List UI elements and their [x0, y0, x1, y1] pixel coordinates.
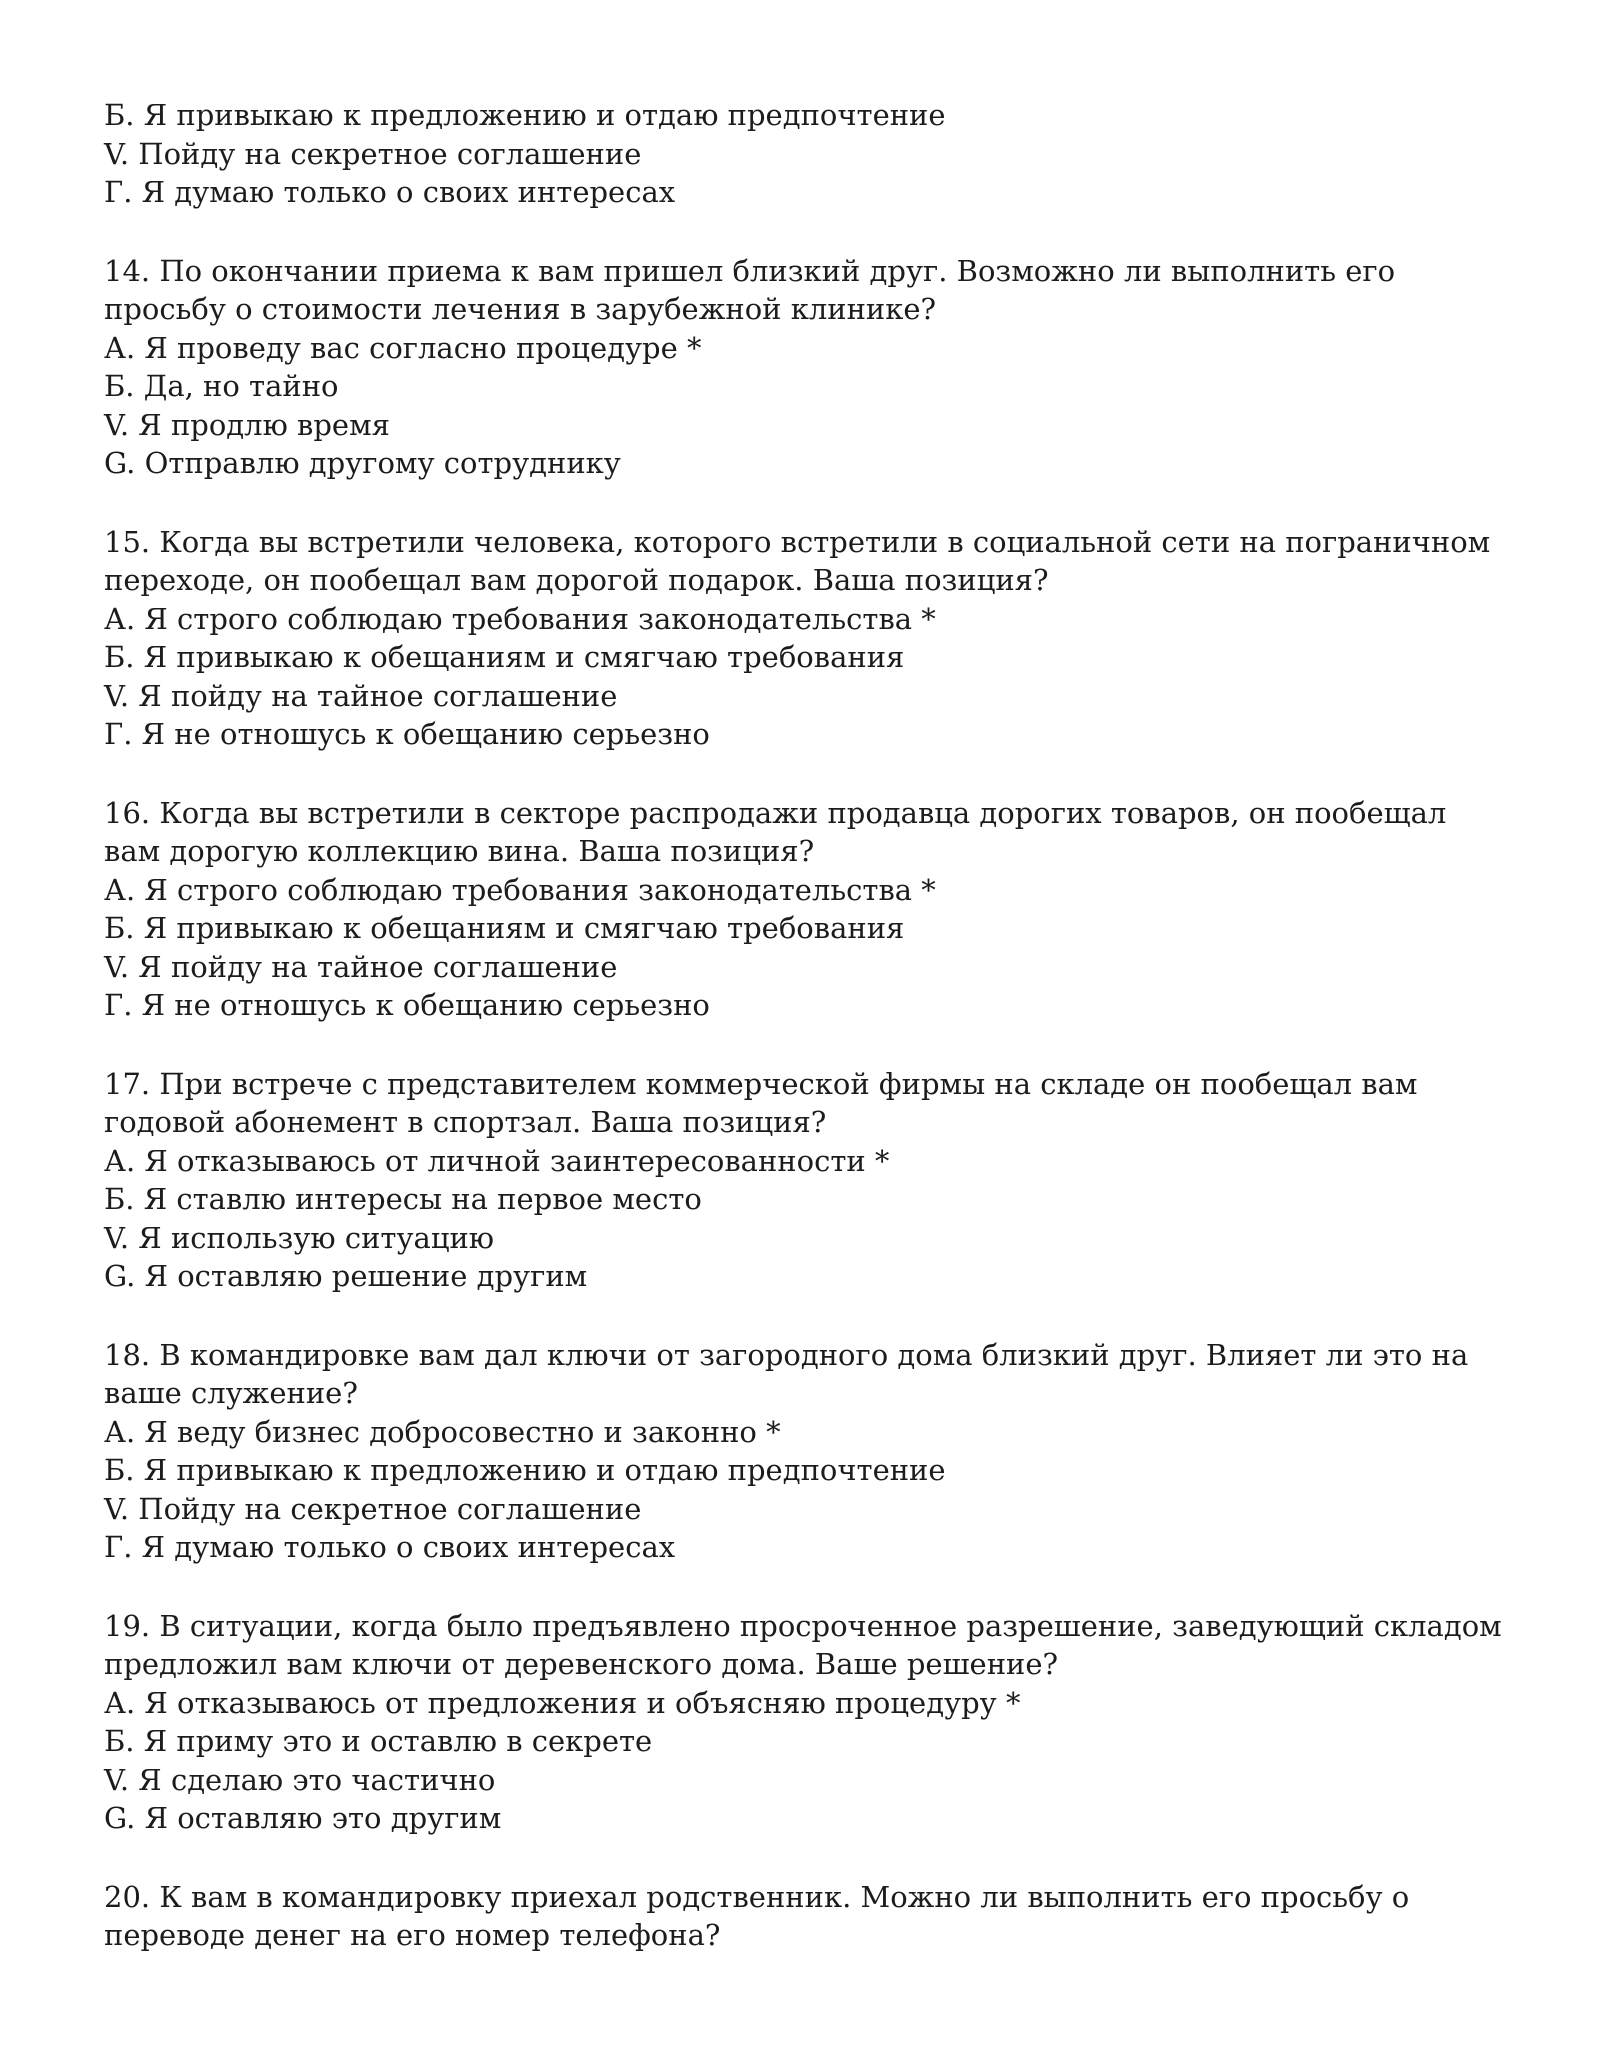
answer-option: V. Я пойду на тайное соглашение: [104, 678, 618, 713]
answer-option: V. Я пойду на тайное соглашение: [104, 949, 618, 984]
answer-option: Б. Я привыкаю к предложению и отдаю предпочтение: [104, 1453, 946, 1487]
document-page: [104, 96, 1504, 1995]
answer-option: V. Я сделаю это частично: [104, 1762, 496, 1797]
answer-option: А. Я отказываюсь от личной заинтересованности *: [104, 1143, 890, 1178]
answer-option: А. Я проведу вас согласно процедуре *: [104, 330, 702, 365]
answer-option: Б. Я привыкаю к предложению и отдаю предпочтение: [104, 98, 946, 132]
answer-option: Б. Я привыкаю к обещаниям и смягчаю требования: [104, 640, 905, 674]
answer-option: Б. Я привыкаю к обещаниям и смягчаю требования: [104, 911, 905, 945]
question-text: 18. В командировке вам дал ключи от загородного дома близкий друг. Влияет ли это на ваше служение?: [104, 1337, 1469, 1410]
question-text: 15. Когда вы встретили человека, которого встретили в социальной сети на пограничном переходе, он пообещал вам дорогой подарок. Ваша позиция?: [104, 524, 1491, 597]
question-text: 20. К вам в командировку приехал родственник. Можно ли выполнить его просьбу о переводе денег на его номер телефона?: [104, 1879, 1410, 1952]
answer-option: А. Я отказываюсь от предложения и объясняю процедуру *: [104, 1685, 1021, 1720]
answer-option: А. Я строго соблюдаю требования законодательства *: [104, 872, 936, 907]
question-block-14: [104, 252, 1504, 483]
question-block-13-tail: [104, 96, 1504, 212]
answer-option: Г. Я не отношусь к обещанию серьезно: [104, 988, 710, 1022]
answer-option: Б. Я приму это и оставлю в секрете: [104, 1724, 653, 1758]
answer-option: V. Я продлю время: [104, 407, 390, 442]
question-text: 19. В ситуации, когда было предъявлено просроченное разрешение, заведующий складом предложил вам ключи от деревенского дома. Ваше решение?: [104, 1608, 1502, 1681]
question-block-17: [104, 1065, 1504, 1296]
answer-option: Б. Да, но тайно: [104, 369, 339, 403]
answer-option: Г. Я думаю только о своих интересах: [104, 1530, 676, 1564]
answer-option: G. Я оставляю это другим: [104, 1801, 502, 1835]
question-block-19: [104, 1607, 1504, 1838]
question-text: 14. По окончании приема к вам пришел близкий друг. Возможно ли выполнить его просьбу о стоимости лечения в зарубежной клинике?: [104, 253, 1396, 326]
answer-option: G. Отправлю другому сотруднику: [104, 446, 621, 480]
question-text: 16. Когда вы встретили в секторе распродажи продавца дорогих товаров, он пообещал вам дорогую коллекцию вина. Ваша позиция?: [104, 795, 1447, 868]
answer-option: А. Я строго соблюдаю требования законодательства *: [104, 601, 936, 636]
answer-option: Б. Я ставлю интересы на первое место: [104, 1182, 702, 1216]
answer-option: V. Я использую ситуацию: [104, 1220, 495, 1255]
answer-option: Г. Я думаю только о своих интересах: [104, 175, 676, 209]
answer-option: V. Пойду на секретное соглашение: [104, 136, 642, 171]
answer-option: G. Я оставляю решение другим: [104, 1259, 588, 1293]
answer-option: А. Я веду бизнес добросовестно и законно *: [104, 1414, 781, 1449]
question-block-16: [104, 794, 1504, 1025]
question-text: 17. При встрече с представителем коммерческой фирмы на складе он пообещал вам годовой абонемент в спортзал. Ваша позиция?: [104, 1066, 1418, 1139]
question-block-18: [104, 1336, 1504, 1567]
question-block-20: [104, 1878, 1504, 1955]
answer-option: Г. Я не отношусь к обещанию серьезно: [104, 717, 710, 751]
question-block-15: [104, 523, 1504, 754]
answer-option: V. Пойду на секретное соглашение: [104, 1491, 642, 1526]
